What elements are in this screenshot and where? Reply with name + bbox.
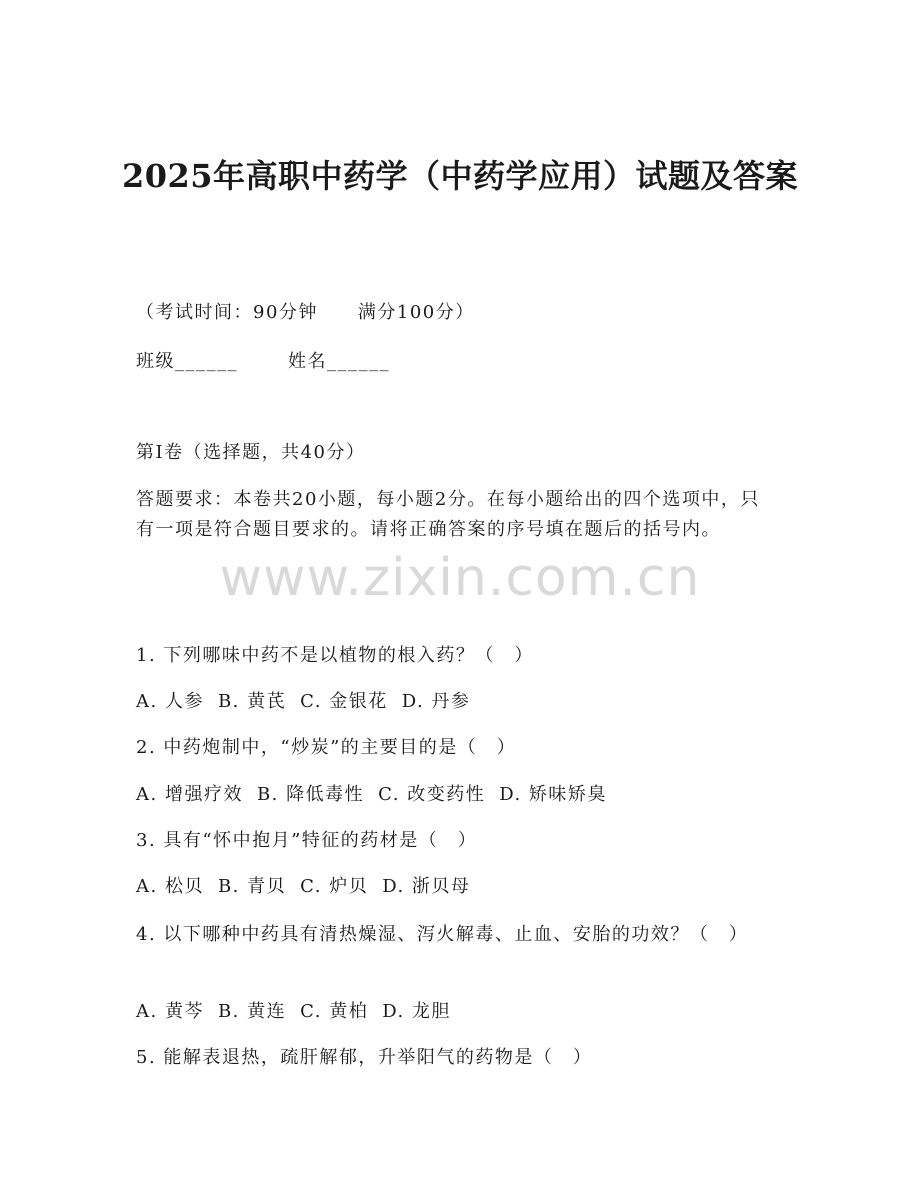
class-field: 班级______ [136, 351, 238, 372]
document-title: 2025年高职中药学（中药学应用）试题及答案 [121, 157, 799, 195]
exam-info [136, 298, 475, 328]
option-d: D. 龙胆 [382, 1001, 451, 1022]
option-c: C. 金银花 [300, 691, 388, 712]
question-stem: 2. 中药炮制中，“炒炭”的主要目的是（ ） [136, 737, 517, 758]
option-a: A. 松贝 [136, 876, 204, 897]
option-c: C. 炉贝 [300, 876, 369, 897]
student-fields [136, 347, 390, 377]
question-stem: 5. 能解表退热，疏肝解郁，升举阳气的药物是（ ） [136, 1047, 593, 1068]
question-options [136, 687, 470, 717]
option-a: A. 人参 [136, 691, 204, 712]
question-options [136, 780, 607, 810]
option-c: C. 黄柏 [300, 1001, 369, 1022]
question-stem: 4. 以下哪种中药具有清热燥湿、泻火解毒、止血、安胎的功效？（ ） [136, 924, 749, 945]
question-stem: 1. 下列哪味中药不是以植物的根入药？（ ） [136, 645, 534, 666]
option-b: B. 黄芪 [217, 691, 287, 712]
option-b: B. 青贝 [217, 876, 287, 897]
option-d: D. 矫味矫臭 [499, 784, 607, 805]
question-options [136, 872, 470, 902]
option-d: D. 浙贝母 [382, 876, 471, 897]
option-a: A. 黄芩 [136, 1001, 204, 1022]
exam-time: （考试时间：90分钟 [136, 302, 318, 323]
option-a: A. 增强疗效 [136, 784, 243, 805]
watermark: www.zixin.com.cn [219, 548, 701, 608]
exam-score: 满分100分） [357, 302, 475, 323]
section-instructions: 答题要求：本卷共20小题，每小题2分。在每小题给出的四个选项中，只有一项是符合题目要求的。请将正确答案的序号填在题后的括号内。 [136, 489, 760, 540]
name-field: 姓名______ [288, 351, 390, 372]
question-options [136, 997, 451, 1027]
option-d: D. 丹参 [401, 691, 471, 712]
option-b: B. 黄连 [217, 1001, 287, 1022]
option-c: C. 改变药性 [378, 784, 486, 805]
section-heading: 第I卷（选择题，共40分） [136, 442, 366, 463]
question-stem: 3. 具有“怀中抱月”特征的药材是（ ） [136, 830, 478, 851]
option-b: B. 降低毒性 [256, 784, 365, 805]
